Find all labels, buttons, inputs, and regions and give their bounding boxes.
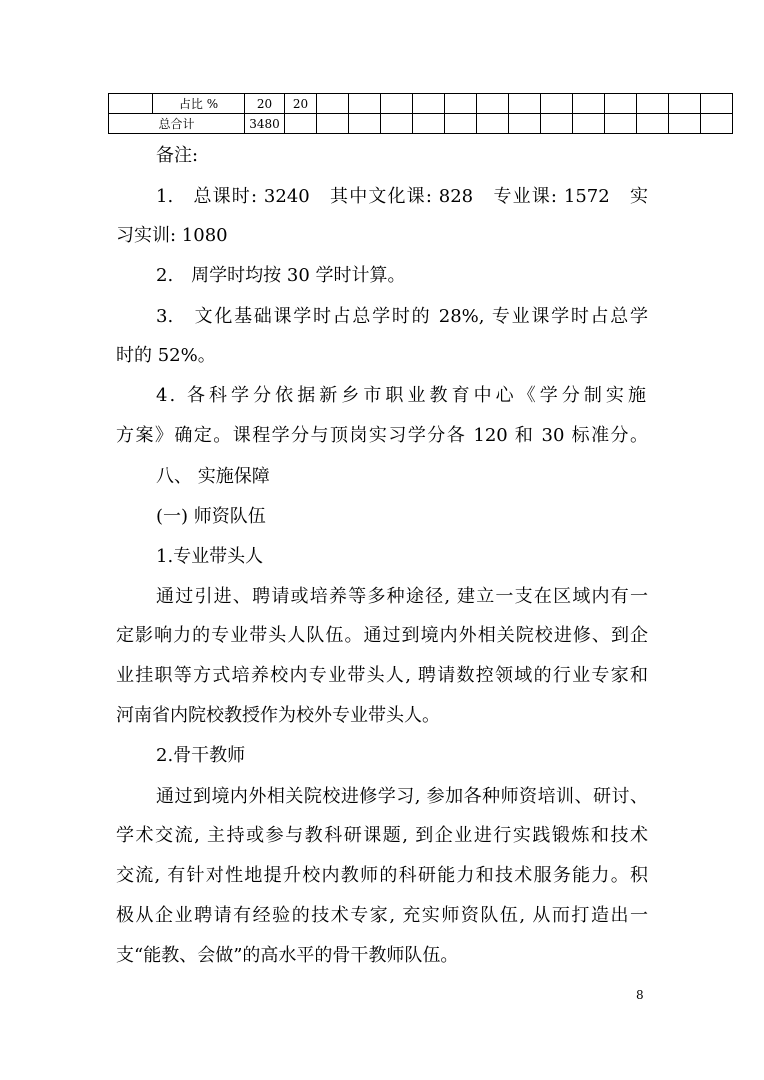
table-row: [109, 114, 733, 134]
page-number: 8: [636, 988, 644, 1002]
paragraph-line: 定影响力的专业带头人队伍。通过到境内外相关院校进修、到企: [116, 625, 648, 646]
item-heading: 1.专业带头人: [156, 546, 264, 567]
paragraph-line: 学术交流, 主持或参与教科研课题, 到企业进行实践锻炼和技术: [116, 825, 648, 846]
paragraph-line: 支“能教、会做”的高水平的骨干教师队伍。: [116, 945, 459, 966]
item-heading: 2.骨干教师: [156, 745, 246, 766]
note-1: 1. 总课时: 3240 其中文化课: 828 专业课: 1572 实: [156, 186, 648, 207]
table-cell: 3480: [245, 114, 285, 134]
paragraph-line: 交流, 有针对性地提升校内教师的科研能力和技术服务能力。积: [116, 865, 648, 886]
table-row: [109, 94, 733, 114]
note-2: 2. 周学时均按 30 学时计算。: [156, 265, 406, 286]
paragraph-line: 通过到境内外相关院校进修学习, 参加各种师资培训、研讨、: [156, 786, 648, 807]
subsection-heading: (一) 师资队伍: [156, 506, 266, 527]
paragraph-line: 通过引进、聘请或培养等多种途径, 建立一支在区域内有一: [156, 586, 648, 607]
paragraph-line: 业挂职等方式培养校内专业带头人, 聘请数控领域的行业专家和: [116, 665, 648, 686]
note-3-continuation: 时的 52%。: [116, 345, 216, 366]
note-3: 3. 文化基础课学时占总学时的 28%, 专业课学时占总学: [156, 306, 648, 327]
table-cell: 20: [285, 94, 317, 114]
note-4-continuation: 方案》确定。课程学分与顶岗实习学分各 120 和 30 标准分。: [116, 425, 648, 446]
section-heading: 八、 实施保障: [156, 466, 270, 487]
paragraph-line: 河南省内院校教授作为校外专业带头人。: [116, 705, 440, 726]
notes-heading: 备注:: [156, 145, 199, 166]
curriculum-table-fragment: [108, 93, 733, 134]
note-4: 4. 各科学分依据新乡市职业教育中心《学分制实施: [156, 385, 648, 406]
paragraph-line: 极从企业聘请有经验的技术专家, 充实师资队伍, 从而打造出一: [116, 905, 648, 926]
note-1-continuation: 习实训: 1080: [116, 225, 228, 246]
table-cell: [109, 94, 153, 114]
table-cell: 占比 %: [153, 94, 245, 114]
table-cell: 总合计: [109, 114, 245, 134]
table-cell: 20: [245, 94, 285, 114]
